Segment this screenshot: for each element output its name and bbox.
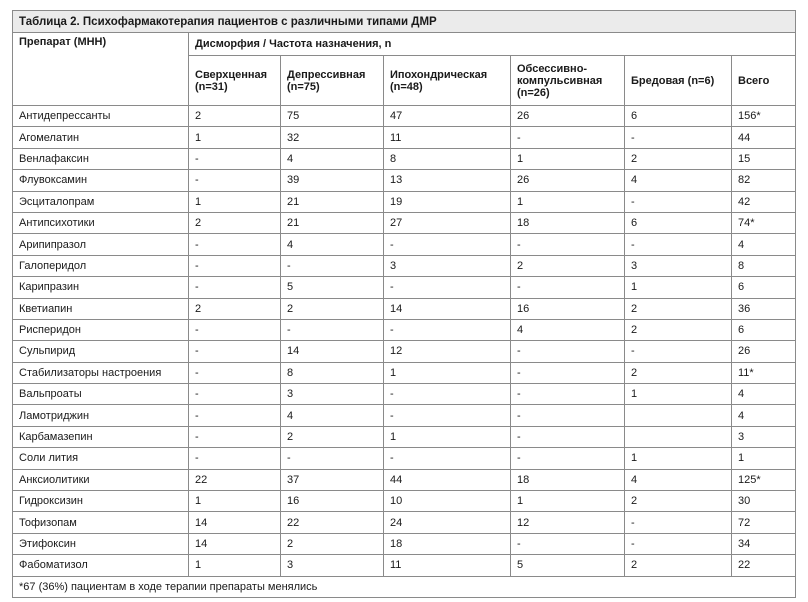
value-cell: 2 — [625, 148, 732, 169]
value-cell: 1 — [511, 491, 625, 512]
value-cell: 11 — [384, 127, 511, 148]
value-cell: - — [511, 341, 625, 362]
value-cell: - — [189, 255, 281, 276]
value-cell: 1 — [625, 384, 732, 405]
value-cell: 19 — [384, 191, 511, 212]
value-cell: 4 — [732, 405, 796, 426]
value-cell: 6 — [732, 277, 796, 298]
value-cell: - — [281, 319, 384, 340]
value-cell: 16 — [511, 298, 625, 319]
value-cell: 12 — [384, 341, 511, 362]
table-row — [13, 555, 796, 576]
table-container — [12, 10, 795, 598]
value-cell: 1 — [189, 127, 281, 148]
drug-name-cell: Анксиолитики — [13, 469, 189, 490]
value-cell: - — [625, 533, 732, 554]
table-title: Таблица 2. Психофармакотерапия пациентов с различными типами ДМР — [13, 11, 796, 33]
value-cell: 2 — [625, 555, 732, 576]
value-cell: 2 — [625, 362, 732, 383]
value-cell: 44 — [732, 127, 796, 148]
table-row — [13, 106, 796, 127]
table-row — [13, 426, 796, 447]
value-cell: 1 — [511, 191, 625, 212]
drug-name-cell: Эсциталопрам — [13, 191, 189, 212]
value-cell: - — [189, 277, 281, 298]
value-cell: - — [625, 341, 732, 362]
value-cell: 4 — [625, 170, 732, 191]
table-row — [13, 191, 796, 212]
value-cell: 21 — [281, 212, 384, 233]
value-cell: 13 — [384, 170, 511, 191]
value-cell: 26 — [732, 341, 796, 362]
value-cell: 2 — [511, 255, 625, 276]
table-row — [13, 234, 796, 255]
drug-name-cell: Карбамазепин — [13, 426, 189, 447]
value-cell: 2 — [189, 212, 281, 233]
value-cell: 6 — [732, 319, 796, 340]
value-cell: 156* — [732, 106, 796, 127]
value-cell: 18 — [384, 533, 511, 554]
value-cell: 3 — [625, 255, 732, 276]
value-cell: - — [384, 448, 511, 469]
value-cell: 24 — [384, 512, 511, 533]
value-cell — [625, 426, 732, 447]
value-cell: 14 — [189, 512, 281, 533]
value-cell: 6 — [625, 212, 732, 233]
value-cell: 2 — [625, 491, 732, 512]
footnote: *67 (36%) пациентам в ходе терапии препараты менялись — [13, 576, 796, 597]
value-cell: 2 — [281, 426, 384, 447]
value-cell: - — [625, 191, 732, 212]
drug-name-cell: Стабилизаторы настроения — [13, 362, 189, 383]
drug-name-cell: Фабоматизол — [13, 555, 189, 576]
table-row — [13, 405, 796, 426]
value-cell: - — [511, 533, 625, 554]
value-cell: 74* — [732, 212, 796, 233]
value-cell: 8 — [281, 362, 384, 383]
drug-name-cell: Карипразин — [13, 277, 189, 298]
value-cell: 15 — [732, 148, 796, 169]
drug-name-cell: Сульпирид — [13, 341, 189, 362]
value-cell: - — [511, 448, 625, 469]
value-cell: - — [511, 127, 625, 148]
value-cell: 3 — [384, 255, 511, 276]
column-header: Депрессивная (n=75) — [281, 56, 384, 106]
value-cell: 5 — [281, 277, 384, 298]
value-cell: 1 — [384, 426, 511, 447]
table-row — [13, 212, 796, 233]
value-cell: 11 — [384, 555, 511, 576]
value-cell: 16 — [281, 491, 384, 512]
value-cell: 4 — [625, 469, 732, 490]
drug-name-cell: Ламотриджин — [13, 405, 189, 426]
value-cell: 37 — [281, 469, 384, 490]
value-cell: 2 — [189, 298, 281, 319]
value-cell: 18 — [511, 212, 625, 233]
value-cell: - — [189, 448, 281, 469]
value-cell: - — [625, 512, 732, 533]
value-cell: 30 — [732, 491, 796, 512]
value-cell: 1 — [189, 491, 281, 512]
drug-name-cell: Гидроксизин — [13, 491, 189, 512]
table-row — [13, 255, 796, 276]
value-cell: 3 — [281, 384, 384, 405]
table-row — [13, 362, 796, 383]
value-cell: 14 — [189, 533, 281, 554]
value-cell: 75 — [281, 106, 384, 127]
value-cell: 2 — [281, 533, 384, 554]
value-cell: - — [511, 384, 625, 405]
value-cell: 4 — [511, 319, 625, 340]
value-cell: 22 — [281, 512, 384, 533]
drug-name-cell: Вальпроаты — [13, 384, 189, 405]
column-header: Всего — [732, 56, 796, 106]
drug-name-cell: Венлафаксин — [13, 148, 189, 169]
value-cell: 1 — [511, 148, 625, 169]
value-cell: 32 — [281, 127, 384, 148]
value-cell: 3 — [281, 555, 384, 576]
value-cell: 8 — [732, 255, 796, 276]
drug-name-cell: Этифоксин — [13, 533, 189, 554]
value-cell: 12 — [511, 512, 625, 533]
value-cell: - — [384, 319, 511, 340]
table-row — [13, 384, 796, 405]
value-cell: 2 — [189, 106, 281, 127]
drug-name-cell: Антипсихотики — [13, 212, 189, 233]
value-cell: - — [511, 405, 625, 426]
value-cell: 1 — [189, 191, 281, 212]
value-cell: 26 — [511, 106, 625, 127]
value-cell: 4 — [732, 384, 796, 405]
drug-name-cell: Соли лития — [13, 448, 189, 469]
value-cell: - — [384, 384, 511, 405]
table-row — [13, 512, 796, 533]
drug-name-cell: Агомелатин — [13, 127, 189, 148]
value-cell: 82 — [732, 170, 796, 191]
table-row — [13, 341, 796, 362]
value-cell: - — [189, 426, 281, 447]
group-header: Дисморфия / Частота назначения, n — [189, 33, 796, 56]
value-cell: 27 — [384, 212, 511, 233]
value-cell: - — [625, 234, 732, 255]
drug-name-cell: Рисперидон — [13, 319, 189, 340]
table-row — [13, 533, 796, 554]
value-cell: - — [384, 234, 511, 255]
column-header: Ипохондрическая (n=48) — [384, 56, 511, 106]
value-cell: - — [511, 362, 625, 383]
value-cell: - — [625, 127, 732, 148]
value-cell — [625, 405, 732, 426]
drug-name-cell: Антидепрессанты — [13, 106, 189, 127]
drug-name-cell: Флувоксамин — [13, 170, 189, 191]
value-cell: - — [189, 319, 281, 340]
column-header: Бредовая (n=6) — [625, 56, 732, 106]
value-cell: 125* — [732, 469, 796, 490]
value-cell: 1 — [189, 555, 281, 576]
value-cell: 14 — [281, 341, 384, 362]
value-cell: - — [511, 277, 625, 298]
value-cell: 72 — [732, 512, 796, 533]
value-cell: 1 — [625, 448, 732, 469]
value-cell: 3 — [732, 426, 796, 447]
table-row — [13, 298, 796, 319]
value-cell: 1 — [732, 448, 796, 469]
value-cell: 4 — [281, 405, 384, 426]
value-cell: 6 — [625, 106, 732, 127]
value-cell: 8 — [384, 148, 511, 169]
value-cell: 22 — [732, 555, 796, 576]
drug-name-cell: Кветиапин — [13, 298, 189, 319]
value-cell: 11* — [732, 362, 796, 383]
value-cell: 42 — [732, 191, 796, 212]
value-cell: 21 — [281, 191, 384, 212]
table-row — [13, 148, 796, 169]
psychopharmacotherapy-table — [12, 10, 796, 598]
value-cell: 5 — [511, 555, 625, 576]
value-cell: - — [189, 341, 281, 362]
value-cell: - — [189, 234, 281, 255]
drug-name-cell: Тофизопам — [13, 512, 189, 533]
value-cell: 47 — [384, 106, 511, 127]
table-row — [13, 170, 796, 191]
table-body — [13, 106, 796, 577]
value-cell: - — [511, 234, 625, 255]
value-cell: 44 — [384, 469, 511, 490]
value-cell: 2 — [281, 298, 384, 319]
value-cell: 26 — [511, 170, 625, 191]
table-row — [13, 491, 796, 512]
value-cell: - — [281, 255, 384, 276]
value-cell: - — [189, 170, 281, 191]
value-cell: 1 — [384, 362, 511, 383]
drug-name-cell: Арипипразол — [13, 234, 189, 255]
value-cell: 4 — [281, 148, 384, 169]
value-cell: 1 — [625, 277, 732, 298]
column-header: Сверхценная (n=31) — [189, 56, 281, 106]
table-row — [13, 127, 796, 148]
value-cell: - — [189, 384, 281, 405]
value-cell: - — [281, 448, 384, 469]
drug-column-header: Препарат (МНН) — [13, 33, 189, 106]
column-header: Обсессивно-компульсивная (n=26) — [511, 56, 625, 106]
value-cell: 22 — [189, 469, 281, 490]
value-cell: 39 — [281, 170, 384, 191]
table-row — [13, 277, 796, 298]
value-cell: 18 — [511, 469, 625, 490]
value-cell: 4 — [281, 234, 384, 255]
value-cell: - — [189, 362, 281, 383]
value-cell: - — [384, 277, 511, 298]
value-cell: 2 — [625, 298, 732, 319]
drug-name-cell: Галоперидол — [13, 255, 189, 276]
value-cell: 14 — [384, 298, 511, 319]
value-cell: - — [189, 405, 281, 426]
value-cell: - — [511, 426, 625, 447]
value-cell: 4 — [732, 234, 796, 255]
value-cell: 34 — [732, 533, 796, 554]
value-cell: 10 — [384, 491, 511, 512]
table-row — [13, 469, 796, 490]
value-cell: - — [384, 405, 511, 426]
table-row — [13, 448, 796, 469]
value-cell: 36 — [732, 298, 796, 319]
value-cell: - — [189, 148, 281, 169]
value-cell: 2 — [625, 319, 732, 340]
table-row — [13, 319, 796, 340]
